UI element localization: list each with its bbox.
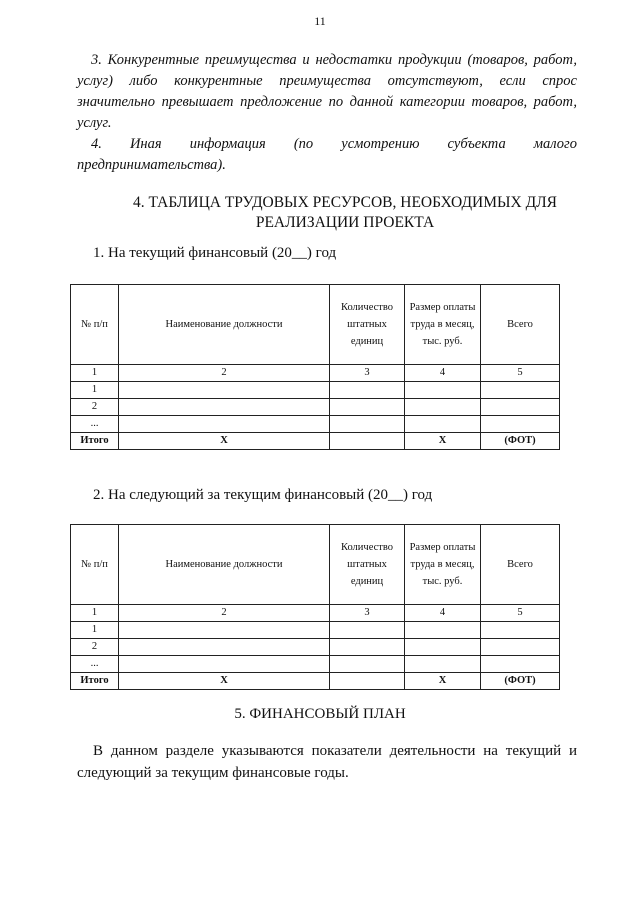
total-label: Итого xyxy=(71,673,119,690)
col-number: 5 xyxy=(481,605,560,622)
col-number: 4 xyxy=(405,365,481,382)
table-row xyxy=(71,365,560,382)
paragraph-competitive-advantages: 3. Конкурентные преимущества и недостатки продукции (товаров, работ, услуг) либо конкурентные преимущества отсутствуют, если спрос значительно превышает предложение по данной категории товаров, работ, услуг. xyxy=(77,52,577,131)
header-count: Количество штатных единиц xyxy=(330,525,405,605)
col-number: 2 xyxy=(119,605,330,622)
total-row xyxy=(71,433,560,450)
total-pay: Х xyxy=(405,673,481,690)
labor-resources-table-current-year xyxy=(70,284,560,450)
table-row xyxy=(71,622,560,639)
table-row xyxy=(71,382,560,399)
header-num: № п/п xyxy=(71,525,119,605)
row-number: 2 xyxy=(71,399,119,416)
section-4-title: 4. ТАБЛИЦА ТРУДОВЫХ РЕСУРСОВ, НЕОБХОДИМЫХ ДЛЯ РЕАЛИЗАЦИИ ПРОЕКТА xyxy=(132,194,558,231)
col-number: 2 xyxy=(119,365,330,382)
header-total: Всего xyxy=(481,525,560,605)
total-pay: Х xyxy=(405,433,481,450)
row-number: ... xyxy=(71,416,119,433)
row-number: ... xyxy=(71,656,119,673)
labor-resources-table-next-year xyxy=(70,524,560,690)
header-pay: Размер оплаты труда в месяц, тыс. руб. xyxy=(405,285,481,365)
row-number: 2 xyxy=(71,639,119,656)
header-count: Количество штатных единиц xyxy=(330,285,405,365)
header-num: № п/п xyxy=(71,285,119,365)
word: информация xyxy=(189,136,266,152)
table-row xyxy=(71,656,560,673)
row-number: 1 xyxy=(71,382,119,399)
total-position: Х xyxy=(119,673,330,690)
header-position: Наименование должности xyxy=(119,525,330,605)
header-total: Всего xyxy=(481,285,560,365)
word: 4. xyxy=(91,136,102,152)
word: субъекта xyxy=(447,136,506,152)
table-row xyxy=(71,639,560,656)
table-row xyxy=(71,399,560,416)
total-fot: (ФОТ) xyxy=(481,433,560,450)
total-row xyxy=(71,673,560,690)
col-number: 5 xyxy=(481,365,560,382)
row-number: 1 xyxy=(71,622,119,639)
total-position: Х xyxy=(119,433,330,450)
total-fot: (ФОТ) xyxy=(481,673,560,690)
page-number: 11 xyxy=(314,14,326,28)
header-pay: Размер оплаты труда в месяц, тыс. руб. xyxy=(405,525,481,605)
table-row xyxy=(71,416,560,433)
col-number: 1 xyxy=(71,365,119,382)
word: малого xyxy=(533,136,577,152)
word: усмотрению xyxy=(341,136,420,152)
section-5-title: 5. ФИНАНСОВЫЙ ПЛАН xyxy=(234,706,406,722)
table-2-heading: 2. На следующий за текущим финансовый (20__) год xyxy=(93,487,433,503)
paragraph-financial-plan: В данном разделе указываются показатели деятельности на текущий и следующий за текущим финансовые годы. xyxy=(77,743,577,781)
col-number: 3 xyxy=(330,365,405,382)
total-label: Итого xyxy=(71,433,119,450)
table-row xyxy=(71,605,560,622)
word: Иная xyxy=(129,136,162,152)
paragraph-other-info-line2: предпринимательства). xyxy=(77,157,226,173)
paragraph-other-info-line1 xyxy=(77,134,577,155)
table-1-heading: 1. На текущий финансовый (20__) год xyxy=(93,245,337,261)
header-position: Наименование должности xyxy=(119,285,330,365)
col-number: 4 xyxy=(405,605,481,622)
col-number: 3 xyxy=(330,605,405,622)
col-number: 1 xyxy=(71,605,119,622)
word: (по xyxy=(293,136,314,152)
